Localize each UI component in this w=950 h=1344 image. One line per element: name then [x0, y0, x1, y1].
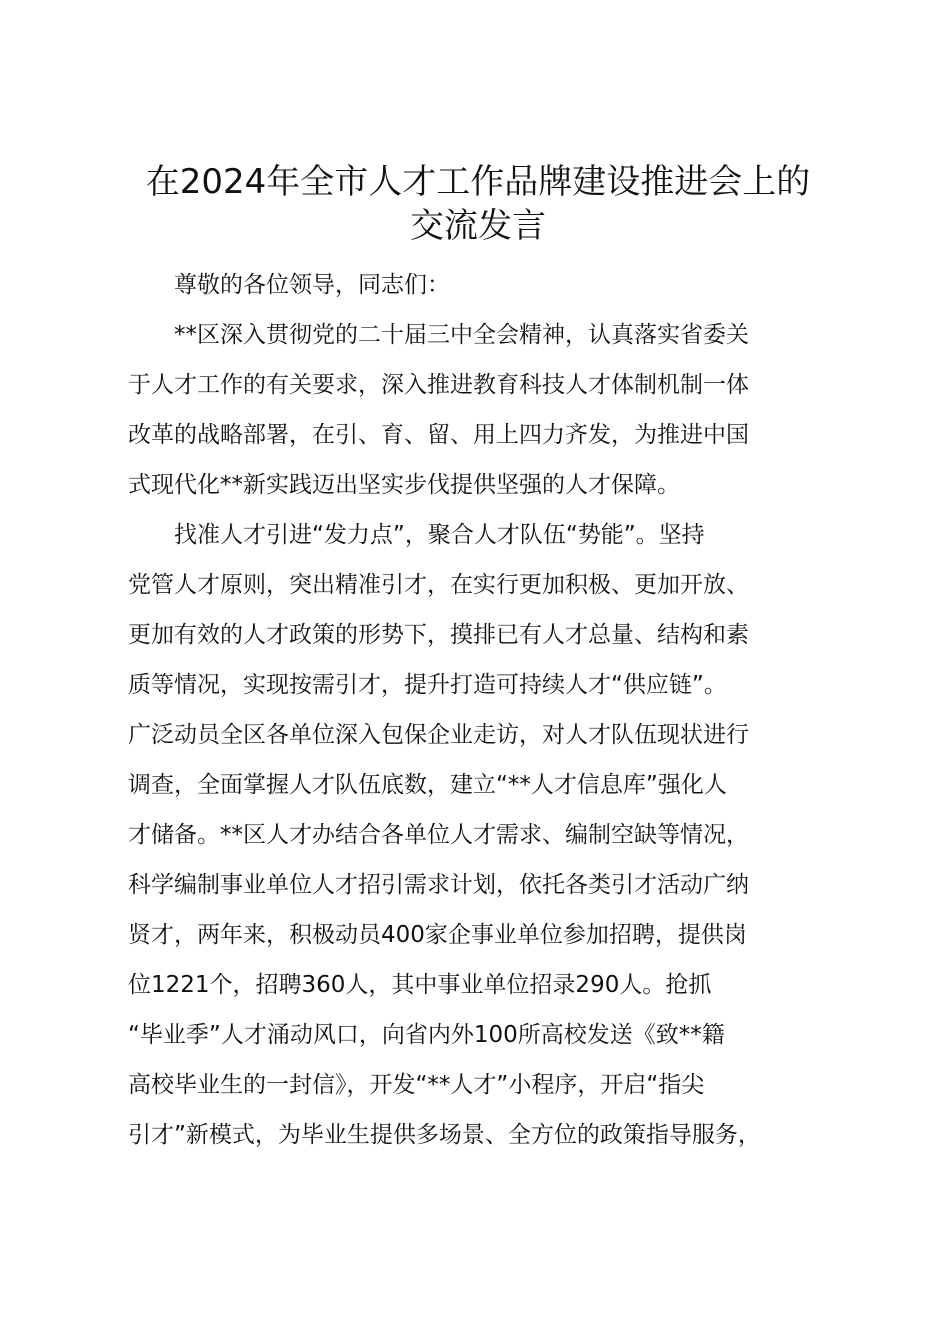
- paragraph-line: 于人才工作的有关要求，深入推进教育科技人才体制机制一体: [128, 372, 749, 398]
- paragraph-line: 引才”新模式，为毕业生提供多场景、全方位的政策指导服务，: [128, 1122, 761, 1148]
- paragraph-line: 位1221个，招聘360人，其中事业单位招录290人。抢抓: [128, 972, 712, 998]
- paragraph-line: 广泛动员全区各单位深入包保企业走访，对人才队伍现状进行: [128, 722, 749, 748]
- paragraph-line: 高校毕业生的一封信》，开发“**人才”小程序，开启“指尖: [128, 1072, 705, 1098]
- paragraph-line: 调查，全面掌握人才队伍底数，建立“**人才信息库”强化人: [128, 772, 727, 798]
- title-line: 交流发言: [410, 206, 546, 246]
- paragraph-line: **区深入贯彻党的二十届三中全会精神，认真落实省委关: [174, 322, 749, 348]
- salutation: 尊敬的各位领导，同志们：: [174, 272, 450, 298]
- document-title: [128, 160, 828, 248]
- document-page: [128, 160, 828, 1160]
- paragraph-line: 找准人才引进“发力点”，聚合人才队伍“势能”。坚持: [174, 522, 705, 548]
- title-line: 在2024年全市人才工作品牌建设推进会上的: [145, 162, 811, 202]
- paragraph-line: 更加有效的人才政策的形势下，摸排已有人才总量、结构和素: [128, 622, 749, 648]
- paragraph-line: 才储备。**区人才办结合各单位人才需求、编制空缺等情况，: [128, 822, 749, 848]
- paragraph-line: 科学编制事业单位人才招引需求计划，依托各类引才活动广纳: [128, 872, 749, 898]
- paragraph-line: 质等情况，实现按需引才，提升打造可持续人才“供应链”。: [128, 672, 727, 698]
- paragraph-line: “毕业季”人才涌动风口，向省内外100所高校发送《致**籍: [128, 1022, 725, 1048]
- paragraph-line: 改革的战略部署，在引、育、留、用上四力齐发，为推进中国: [128, 422, 749, 448]
- paragraph-talent-introduction: [128, 510, 828, 1160]
- paragraph-line: 贤才，两年来，积极动员400家企事业单位参加招聘，提供岗: [128, 922, 747, 948]
- paragraph-line: 式现代化**新实践迈出坚实步伐提供坚强的人才保障。: [128, 472, 680, 498]
- paragraph-line: 党管人才原则，突出精准引才，在实行更加积极、更加开放、: [128, 572, 749, 598]
- paragraph-intro: [128, 310, 828, 510]
